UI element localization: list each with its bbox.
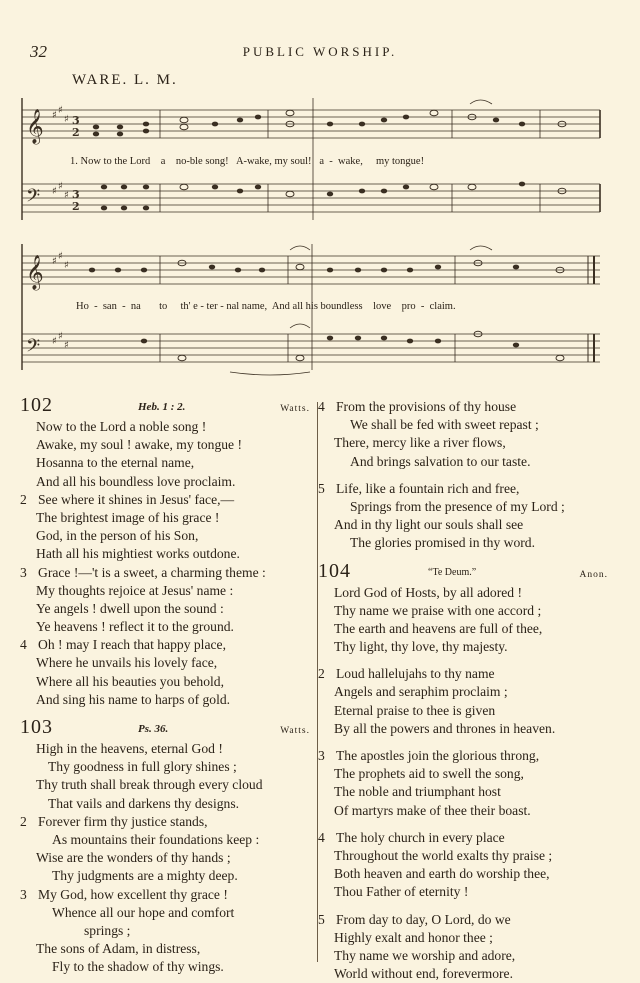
text-line: From the provisions of thy house (336, 399, 517, 414)
text-line: The earth and heavens are full of thee, (334, 620, 543, 636)
text-line: pro (401, 301, 416, 312)
text-line: Thy truth shall break through every cloud (36, 777, 263, 793)
hymn-102-stanza-1 (20, 418, 310, 491)
text-line: love (373, 301, 392, 312)
hymn-103-stanza-2 (20, 813, 310, 886)
text-line: World without end, forevermore. (334, 966, 513, 982)
text-line: 4 (20, 637, 27, 653)
text-line: My God, how excellent thy grace ! (38, 886, 228, 902)
hymn-number: 103 (20, 716, 53, 738)
text-line: The prophets aid to swell the song, (334, 766, 524, 782)
text-line: The glories promised in thy word. (350, 535, 535, 551)
scripture-ref: “Te Deum.” (428, 566, 477, 578)
text-line: And brings salvation to our taste. (350, 453, 531, 469)
svg-text:♯: ♯ (58, 181, 63, 192)
text-line: And all his boundless (271, 301, 363, 312)
text-line: 4 (318, 399, 325, 414)
text-line: 5 (318, 911, 325, 927)
text-line: - (329, 156, 333, 167)
text-line: Both heaven and earth do worship thee, (334, 866, 550, 882)
text-line: claim. (429, 301, 456, 312)
author: Watts. (280, 404, 310, 414)
text-line: Thy goodness in full glory shines ; (48, 759, 237, 775)
svg-text:2: 2 (72, 126, 80, 139)
text-line: Eternal praise to thee is given (334, 702, 496, 718)
svg-text:♯: ♯ (52, 336, 57, 347)
text-line: na (130, 301, 141, 312)
scripture-ref: Heb. 1 : 2. (138, 401, 186, 413)
svg-text:♯: ♯ (58, 251, 63, 262)
text-line: Thy judgments are a mighty deep. (52, 868, 238, 884)
text-line: Where he unvails his lovely face, (36, 655, 218, 671)
text-line: 5 (318, 480, 325, 496)
text-line: Ye heavens ! reflect it to the ground. (36, 619, 234, 635)
text-line: The holy church in every place (336, 829, 505, 845)
text-line: Thou Father of eternity ! (334, 884, 469, 900)
text-line: - (122, 301, 126, 312)
staff-treble-2 (22, 256, 600, 284)
author: Anon. (579, 569, 608, 580)
text-line: no-ble song! (175, 156, 229, 167)
text-line: 3 (20, 564, 27, 580)
hymn-number: 102 (20, 394, 53, 416)
text-line: Ye angels ! dwell upon the sound : (36, 600, 224, 616)
hymn-103-stanza-1 (20, 740, 310, 813)
text-line: The apostles join the glorious throng, (336, 748, 540, 763)
text-line: Forever firm thy justice stands, (38, 813, 208, 829)
svg-text:♯: ♯ (58, 331, 63, 342)
text-line: san (102, 301, 117, 312)
svg-text:♯: ♯ (64, 190, 69, 201)
text-line: Lord God of Hosts, by all adored ! (334, 584, 523, 600)
text-line: Throughout the world exalts thy praise ; (334, 847, 553, 863)
hymn-102-stanza-4 (20, 636, 310, 709)
svg-text:3: 3 (72, 188, 80, 201)
hymn-104-stanza-3 (318, 747, 608, 820)
text-line: - (94, 301, 98, 312)
text-line: And in thy light our souls shall see (334, 517, 524, 533)
text-line: 3 (20, 886, 27, 902)
text-line: Life, like a fountain rich and free, (336, 480, 520, 496)
hymn-104-stanza-5 (318, 911, 608, 983)
hymn-104-stanza-4 (318, 829, 608, 902)
svg-text:𝄢: 𝄢 (26, 336, 41, 361)
text-line: Thy light, thy love, thy majesty. (334, 639, 508, 655)
text-line: Thy name we worship and adore, (334, 947, 516, 963)
hymn-103-stanza-3 (20, 886, 310, 977)
text-line: my tongue! (375, 156, 425, 167)
text-line: From day to day, O Lord, do we (336, 911, 511, 927)
text-line: Ho (76, 301, 89, 312)
text-line: a (319, 156, 325, 167)
text-line: Now to the Lord a noble song ! (36, 419, 207, 434)
scripture-ref: Ps. 36. (138, 723, 169, 735)
hymn-104-header (318, 559, 608, 584)
text-line: Of martyrs make of thee their boast. (334, 802, 531, 818)
music-score (0, 0, 640, 380)
text-line: That vails and darkens thy designs. (48, 795, 240, 811)
text-line: 1. Now to the Lord (70, 156, 151, 167)
staff-bass-1 (22, 184, 600, 212)
hymn-102-stanza-2 (20, 491, 310, 564)
text-line: And sing his name to harps of gold. (36, 691, 231, 707)
text-line: - (420, 301, 425, 312)
tune-name: WARE. L. M. (72, 72, 178, 88)
hymn-102-header (20, 396, 310, 418)
page-title: PUBLIC WORSHIP. (242, 44, 398, 59)
staff-bass-2 (22, 334, 600, 362)
text-line: There, mercy like a river flows, (334, 435, 506, 451)
text-line: My thoughts rejoice at Jesus' name : (36, 582, 234, 598)
text-line: Loud hallelujahs to thy name (336, 666, 495, 682)
text-line: Hath all his mightiest works outdone. (36, 546, 240, 562)
text-line: The noble and triumphant host (334, 784, 501, 800)
text-line: wake, (338, 156, 363, 167)
text-line: High in the heavens, eternal God ! (36, 741, 223, 756)
text-line: to (159, 301, 168, 312)
text-line: Springs from the presence of my Lord ; (350, 498, 565, 514)
hymn-103-stanza-4 (318, 398, 608, 471)
text-line: See where it shines in Jesus' face,— (38, 491, 235, 507)
hymn-103-header (20, 718, 310, 740)
text-line: 4 (318, 829, 325, 845)
text-line: Highly exalt and honor thee ; (334, 929, 493, 945)
text-line: a (160, 156, 166, 167)
text-line: 3 (318, 748, 325, 763)
text-line: th' e - ter - nal name, (180, 301, 268, 312)
staff-treble-1 (22, 110, 600, 138)
text-line: Oh ! may I reach that happy place, (38, 637, 226, 653)
text-line: The brightest image of his grace ! (36, 509, 220, 525)
text-line: A-wake, my soul! (235, 156, 312, 167)
svg-text:𝄞: 𝄞 (26, 109, 44, 144)
text-line: Hosanna to the eternal name, (36, 455, 195, 471)
hymn-104-stanza-2 (318, 665, 608, 738)
text-line: Whence all our hope and comfort (52, 904, 235, 920)
svg-text:𝄢: 𝄢 (26, 186, 41, 211)
right-column (318, 398, 608, 983)
hymn-number: 104 (318, 559, 351, 582)
page-number: 32 (30, 42, 47, 61)
text-line: We shall be fed with sweet repast ; (350, 417, 539, 433)
text-line: By all the powers and thrones in heaven. (334, 720, 556, 736)
text-line: Wise are the wonders of thy hands ; (36, 850, 231, 866)
text-line: Thy name we praise with one accord ; (334, 602, 542, 618)
svg-text:♯: ♯ (64, 340, 69, 351)
text-line: Grace !—'t is a sweet, a charming theme : (38, 564, 266, 580)
svg-text:♯: ♯ (52, 110, 57, 121)
text-line: 2 (20, 491, 27, 507)
text-line: As mountains their foundations keep : (52, 831, 260, 847)
text-line: Fly to the shadow of thy wings. (52, 959, 224, 975)
text-line: Angels and seraphim proclaim ; (334, 684, 508, 700)
text-line: The sons of Adam, in distress, (36, 941, 201, 957)
lyrics-line-1 (70, 156, 424, 167)
text-line: And all his boundless love proclaim. (36, 473, 236, 489)
author: Watts. (280, 726, 310, 736)
svg-text:♯: ♯ (64, 260, 69, 271)
text-line: 2 (20, 813, 27, 829)
text-line: 2 (318, 666, 325, 682)
hymn-103-stanza-5 (318, 480, 608, 553)
text-line: springs ; (84, 922, 131, 938)
svg-text:♯: ♯ (52, 186, 57, 197)
text-line: God, in the person of his Son, (36, 528, 199, 544)
svg-text:𝄞: 𝄞 (26, 255, 44, 290)
svg-text:♯: ♯ (64, 114, 69, 125)
svg-text:2: 2 (72, 200, 80, 213)
hymn-104-stanza-1 (318, 584, 608, 657)
svg-text:♯: ♯ (52, 256, 57, 267)
text-line: Awake, my soul ! awake, my tongue ! (36, 437, 243, 453)
lyrics-line-2 (76, 301, 456, 312)
svg-text:♯: ♯ (58, 105, 63, 116)
text-line: Where all his beauties you behold, (36, 673, 224, 689)
svg-text:3: 3 (72, 114, 80, 127)
left-column (20, 396, 310, 976)
hymn-102-stanza-3 (20, 564, 310, 637)
